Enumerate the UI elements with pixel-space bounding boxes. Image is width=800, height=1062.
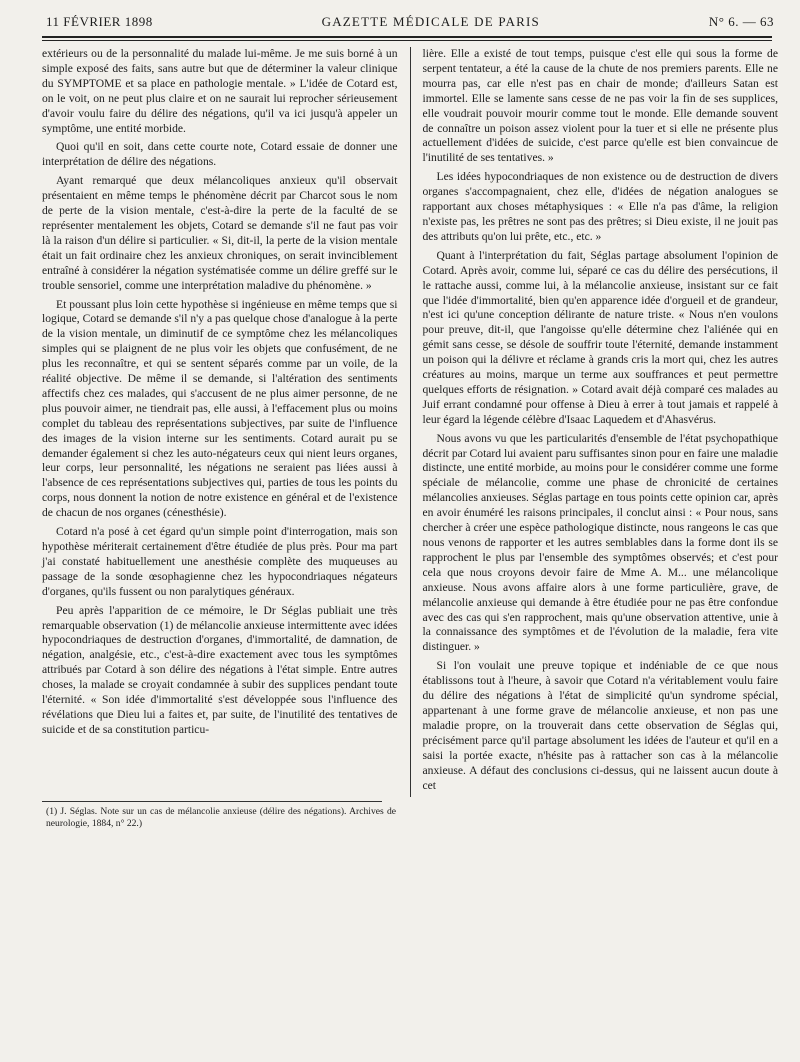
issue-page-number: N° 6. — 63 <box>708 14 774 29</box>
header-date: 11 FÉVRIER 1898 <box>46 14 153 29</box>
text-columns <box>42 47 778 797</box>
journal-title: GAZETTE MÉDICALE DE PARIS <box>321 14 540 29</box>
paragraph: Et poussant plus loin cette hypothèse si ingénieuse en même temps que si logique, Cotard se demande s'il n'y a pas quelque chose d'analogue à la perte de la vision mentale, un diminutif de ce symptôme chez les mélancoliques simples qui se plaignent de ne plus voir les objets que confusément, de ne plus les reconnaître, et qui se sentent séparés comme par un voile, de la réalité objective. De même il se demande, si l'altération des sentiments affectifs chez ces malades, qui s'accusent de ne plus aimer personne, de ne plus pouvoir aimer, ne tiendrait pas, elle aussi, à l'effacement plus ou moins complet du tableau des représentations subjectives, par suite de l'influence des images de la vision interne sur les sentiments. Cotard aurait pu se demander également si chez les auto-négateurs ceux qui nient leurs organes, leur corps, leur personnalité, les négations ne seraient pas liées aussi à l'absence de ces représentations subjectives qui, parties de tous les points du corps, nous donnent la notion de notre existence en général et de l'existence de chacun de nos organes (cénesthésie). <box>42 297 398 520</box>
paragraph: lière. Elle a existé de tout temps, puisque c'est elle qui sous la forme de serpent tentateur, a été la cause de la chute de nos premiers parents. Elle ne mourra pas, car elle n'est pas en chair de monde; d'ailleurs Satan est immortel. Elle se lamente sans cesse de ne pas voir la fin de ses supplices, elle voudrait pouvoir mourir comme tout le monde. Elle demande souvent de connaître un poison assez violent pour la tuer et si elle ne présente plus actuellement d'idées de suicide, c'est parce qu'elle est bien convaincue de l'inutilité de ses tentatives. » <box>422 47 778 165</box>
paragraph: Peu après l'apparition de ce mémoire, le Dr Séglas publiait une très remarquable observation (1) de mélancolie anxieuse intermittente avec idées hypocondriaques de destruction d'organes, d'immortalité, de damnation, de négation, analgésie, etc., c'est-à-dire exactement avec tous les symptômes attribués par Cotard à son délire des négations à l'état simple. Entre autres choses, la malade se croyait condamnée à subir des supplices pendant toute l'éternité. « Son idée d'immortalité s'est développée sous l'influence des révélations que Dieu lui a faites et, par suite, de l'inutilité des tentatives de suicide et de sa constitution particu- <box>42 603 398 736</box>
paragraph: extérieurs ou de la personnalité du malade lui-même. Je me suis borné à un simple exposé des faits, sans autre but que de déterminer la valeur clinique du SYMPTOME et sa place en pathologie mentale. » L'idée de Cotard est, on le voit, on ne peut plus claire et on ne saurait lui reprocher sérieusement d'avoir voulu faire du délire des négations, qu'il va ici jusqu'à appeler un symptôme, une entité morbide. <box>42 47 398 135</box>
footnote: (1) J. Séglas. Note sur un cas de mélancolie anxieuse (délire des négations). Archives de neurologie, 1884, n° 22.) <box>46 806 396 830</box>
right-column <box>410 47 779 797</box>
footnote-rule <box>42 801 382 802</box>
paragraph: Quant à l'interprétation du fait, Séglas partage absolument l'opinion de Cotard. Après avoir, comme lui, séparé ce cas du délire des persécutions, il le rattache aussi, comme lui, à la mélancolie anxieuse, insistant sur ce fait que l'idée d'immortalité, bien qu'en apparence idée d'orgueil et de grandeur, n'est ici qu'une conception délirante de nature triste. « Nous n'en voulons pour preuve, dit-il, que l'angoisse qu'elle détermine chez l'aliénée qui en gémit sans cesse, se désole de souffrir toute l'éternité, demande instamment un poison qui la délivre et réclame à grands cris la mort qui, chez les autres créatures au moins, marque un terme aux souffrances et peut permettre quelques efforts de résignation. » Cotard avait déjà comparé ces malades au Juif errant condamné pour offense à Dieu à errer à tout jamais et rappelé à leur égard la légende célèbre d'Isaac Laquedem et d'Ahasvérus. <box>422 248 778 426</box>
paragraph: Nous avons vu que les particularités d'ensemble de l'état psychopathique décrit par Cotard lui avaient paru suffisantes sinon pour en faire une maladie distincte, une entité morbide, au moins pour le considérer comme une forme spéciale de mélancolie, comme une phase de chronicité de certaines mélancolies anxieuses. Séglas partage en tous points cette opinion car, après en avoir énuméré les raisons principales, il conclut ainsi : « Pour nous, sans chercher à créer une espèce pathologique distincte, nous rangeons le cas que nous venons de rapporter et les autres semblables dans la forme dont ils se rapprochent le plus par l'ensemble des symptômes observés; et c'est pour cela que nous croyons devoir faire de Mme A. M... une mélancolique anxieuse. Nous avons affaire alors à une forme particulière, grave, de mélancolie anxieuse qui demande à être étudiée pour ne pas être confondue avec des cas qui s'en rapprochent, mais qu'une observation attentive, unie à la connaissance des symptômes et de l'évolution de la maladie, fera vite distinguer. » <box>422 431 778 654</box>
paragraph: Ayant remarqué que deux mélancoliques anxieux qu'il observait présentaient en même temps le phénomène décrit par Charcot sous le nom de perte de la vision mentale, c'est-à-dire la perte de la faculté de se représenter mentalement les objets, Cotard se demande s'il ne faut pas voir là la raison d'un délire si particulier. « Si, dit-il, la perte de la vision mentale était un fait ordinaire chez les anxieux chroniques, on serait invinciblement entraîné à considérer la négation systématisée comme un délire greffé sur le trouble sensoriel, comme une interprétation maladive du phénomène. » <box>42 174 398 292</box>
paragraph: Si l'on voulait une preuve topique et indéniable de ce que nous établissons tout à l'heure, à savoir que Cotard n'a véritablement voulu faire du délire des négations à l'état de simplicité qu'un syndrome spécial, appartenant à une forme grave de mélancolie anxieuse, et non pas une maladie propre, on la trouverait dans cette observation de Séglas qui, précisément parce qu'il partage absolument les idées de l'auteur et qu'il en a saisi la portée exacte, n'hésite pas à rattacher son cas à la mélancolie anxieuse. A défaut des conclusions ci-dessus, qui ne laissent aucun doute à cet <box>422 659 778 792</box>
running-header <box>26 14 778 30</box>
paragraph: Les idées hypocondriaques de non existence ou de destruction de divers organes s'accompagnaient, chez elle, d'idées de négation analogues se rapportant aux choses métaphysiques : « Elle n'a pas d'âme, la religion n'existe pas, les prêtres ne sont pas des prêtres; si Dieu existe, il ne jouit pas des attributs qu'on lui prête, etc., etc. » <box>422 170 778 243</box>
paragraph: Cotard n'a posé à cet égard qu'un simple point d'interrogation, mais son hypothèse mériterait certainement d'être étudiée de plus près. Pour ma part j'ai constaté habituellement une anesthésie complète des muqueuses au passage de la sonde œsophagienne chez les hypocondriaques négateurs d'organes, qu'ils fussent ou non paralytiques généraux. <box>42 525 398 598</box>
paragraph: Quoi qu'il en soit, dans cette courte note, Cotard essaie de donner une interprétation de délire des négations. <box>42 140 398 169</box>
header-rule <box>42 36 772 41</box>
left-column <box>42 47 410 797</box>
